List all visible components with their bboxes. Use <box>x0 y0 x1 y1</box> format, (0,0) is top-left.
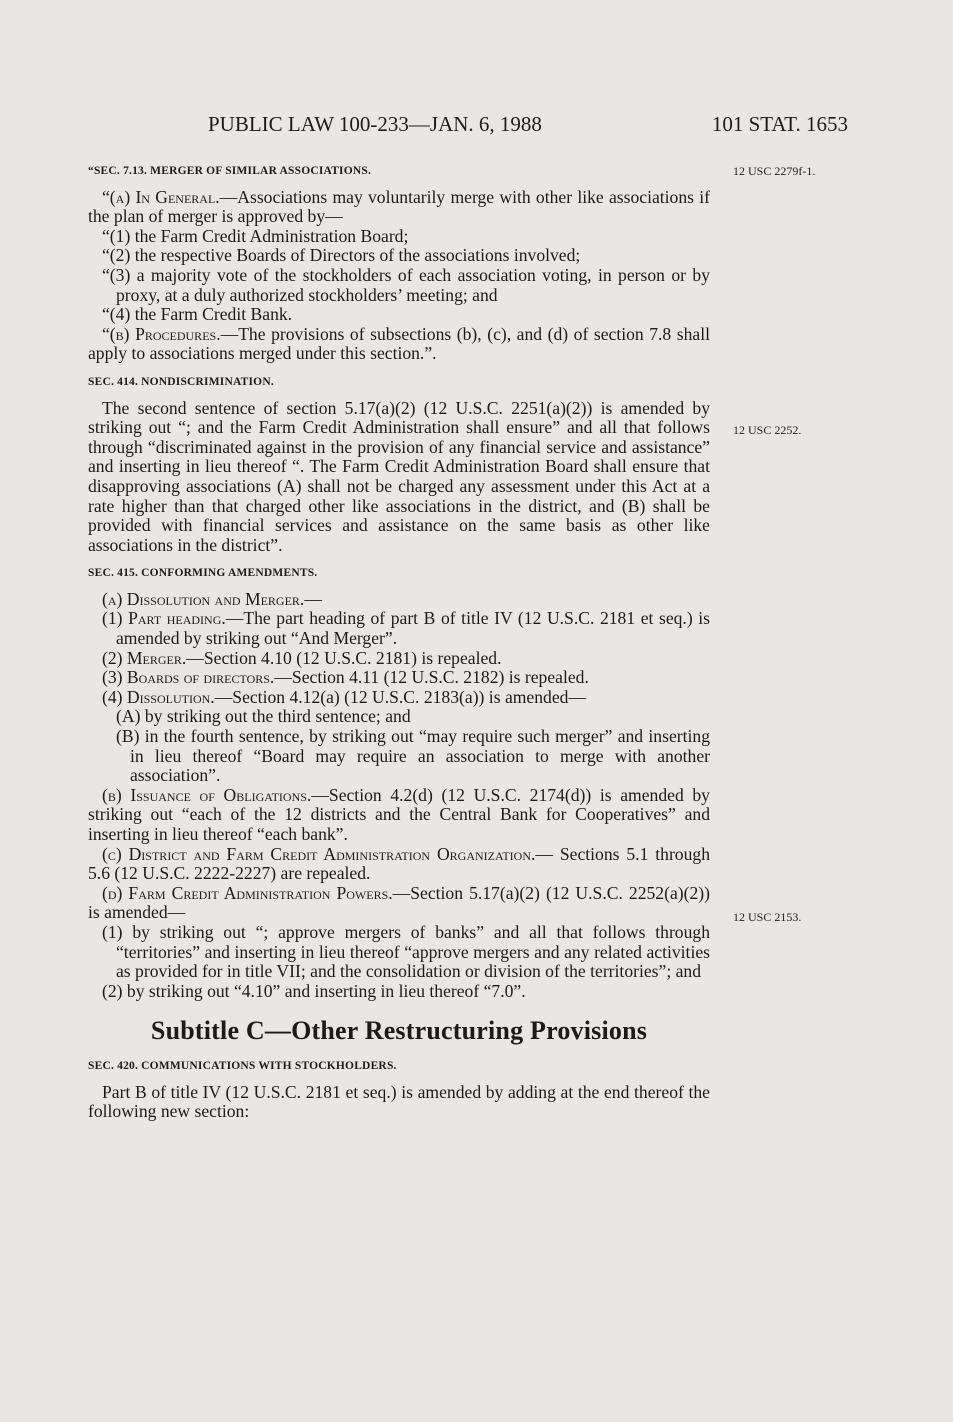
subsection-label: “(a) In General. <box>102 186 220 207</box>
list-item <box>88 609 710 648</box>
paragraph-text: —Section 5.17(a)(2) (12 U.S.C. 2252(a)(2)) is amended— <box>88 882 710 923</box>
paragraph-text: —The part heading of part B of title IV (12 U.S.C. 2181 et seq.) is amended by striking out “And Merger”. <box>116 608 710 649</box>
list-item: “(1) the Farm Credit Administration Board; <box>102 225 409 246</box>
document-body <box>88 162 710 1122</box>
list-item: (B) in the fourth sentence, by striking out “may require such merger” and inserting in lieu thereof “Board may require an association to merge with another association”. <box>116 726 710 786</box>
subsection-label: “(b) Procedures. <box>102 323 221 344</box>
list-item: “(3) a majority vote of the stockholders of each association voting, in person or by proxy, at a duly authorized stockholders’ meeting; and <box>102 264 710 305</box>
subsection-label: (d) Farm Credit Administration Powers. <box>102 882 393 903</box>
paragraph-text: — <box>304 588 322 609</box>
paragraph-text: —Section 4.10 (12 U.S.C. 2181) is repealed. <box>186 647 502 668</box>
paragraph <box>88 590 710 610</box>
list-item: (1) by striking out “; approve mergers of banks” and all that follows through “territories” and inserting in lieu thereof “approve mergers and any related activities as provided for in title VII; and the consolidation or division of the territories”; and <box>102 921 710 982</box>
paragraph-text: —Section 4.2(d) (12 U.S.C. 2174(d)) is amended by striking out “each of the 12 districts and the Central Bank for Cooperatives” and inserting in lieu thereof “each bank”. <box>88 784 710 844</box>
list-item <box>88 668 710 688</box>
paragraph <box>88 325 710 364</box>
paragraph-text: —Associations may voluntarily merge with other like associations if the plan of merger is approved by— <box>88 186 710 227</box>
paragraph <box>88 884 710 923</box>
paragraph: The second sentence of section 5.17(a)(2) (12 U.S.C. 2251(a)(2)) is amended by striking out “; and the Farm Credit Administration shall ensure” and all that follows through “discriminated against in the provision of any financial service and assistance” and inserting in lieu thereof “. The Farm Credit Administration Board shall ensure that disapproving associations (A) shall not be charged any assessment under this Act at a rate higher than that charged other like associations in the district, and (B) shall be provided with financial services and assistance on the same basis as other like associations in the district”. <box>88 397 710 555</box>
paragraph-label: (1) Part heading. <box>102 608 226 629</box>
header-title: PUBLIC LAW 100-233—JAN. 6, 1988 <box>208 112 542 136</box>
paragraph <box>88 188 710 227</box>
section-heading: SEC. 414. NONDISCRIMINATION. <box>88 375 274 388</box>
subsection-label: (b) Issuance of Obligations. <box>102 784 312 805</box>
list-item: (A) by striking out the third sentence; and <box>116 706 411 727</box>
margin-note: 12 USC 2252. <box>733 423 802 437</box>
margin-note: 12 USC 2279f-1. <box>733 164 816 178</box>
header-stat-ref: 101 STAT. 1653 <box>711 112 848 136</box>
paragraph-text: —The provisions of subsections (b), (c), and (d) of section 7.8 shall apply to associations merged under this section.”. <box>88 323 710 364</box>
subsection-label: (c) District and Farm Credit Administration Organization. <box>102 843 536 864</box>
paragraph <box>88 786 710 845</box>
section-heading: SEC. 420. COMMUNICATIONS WITH STOCKHOLDERS. <box>88 1059 397 1072</box>
list-item <box>88 688 710 708</box>
margin-note: 12 USC 2153. <box>733 910 802 924</box>
list-item <box>88 649 710 669</box>
subtitle-heading: Subtitle C—Other Restructuring Provisions <box>150 1016 648 1046</box>
page-header <box>208 112 848 137</box>
paragraph-text: —Section 4.12(a) (12 U.S.C. 2183(a)) is amended— <box>214 686 587 707</box>
list-item: “(4) the Farm Credit Bank. <box>102 304 293 325</box>
paragraph <box>88 845 710 884</box>
section-heading: SEC. 415. CONFORMING AMENDMENTS. <box>88 567 318 580</box>
paragraph-label: (2) Merger. <box>102 647 187 668</box>
section-heading: “SEC. 7.13. MERGER OF SIMILAR ASSOCIATIONS. <box>88 165 372 177</box>
list-item: (2) by striking out “4.10” and inserting in lieu thereof “7.0”. <box>102 980 526 1001</box>
list-item: “(2) the respective Boards of Directors of the associations involved; <box>102 245 581 266</box>
paragraph-text: —Section 4.11 (12 U.S.C. 2182) is repealed. <box>274 667 589 688</box>
paragraph-text: — Sections 5.1 through 5.6 (12 U.S.C. 2222-2227) are repealed. <box>88 843 710 884</box>
subsection-label: (a) Dissolution and Merger. <box>102 588 305 609</box>
paragraph: Part B of title IV (12 U.S.C. 2181 et seq.) is amended by adding at the end thereof the following new section: <box>88 1081 710 1122</box>
paragraph-label: (4) Dissolution. <box>102 686 215 707</box>
paragraph-label: (3) Boards of directors. <box>102 667 275 688</box>
